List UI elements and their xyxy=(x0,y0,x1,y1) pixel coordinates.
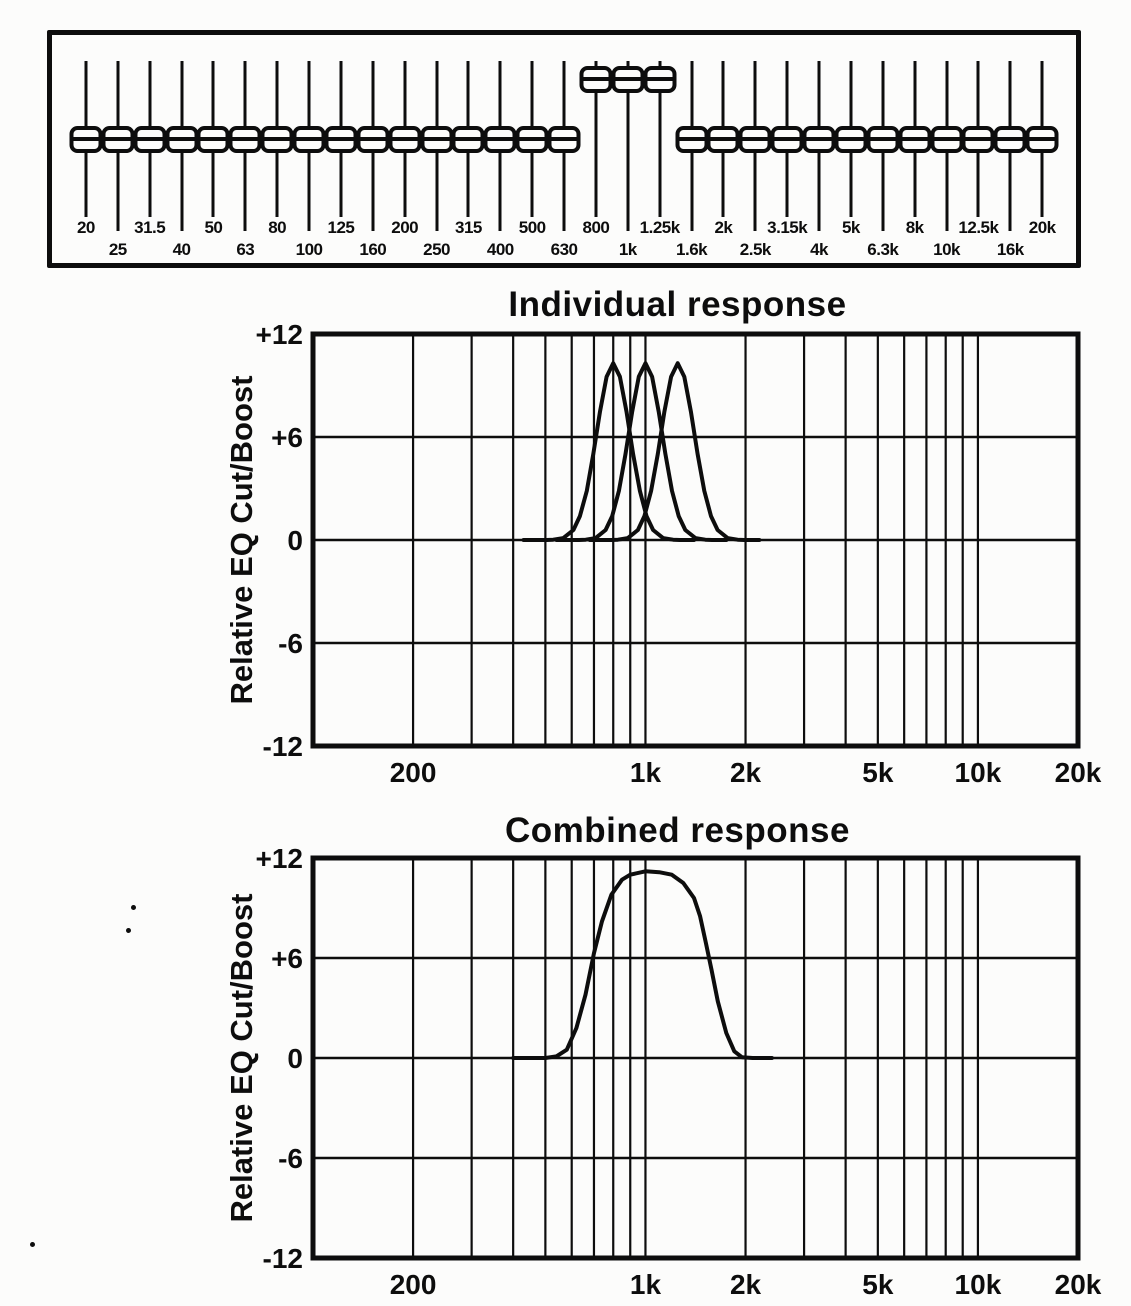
eq-band xyxy=(994,35,1026,263)
knob-grip-line xyxy=(615,77,640,81)
y-tick-label: +6 xyxy=(271,422,303,453)
y-tick-label: -12 xyxy=(262,731,303,762)
eq-band xyxy=(516,35,548,263)
knob-grip-line xyxy=(520,137,545,141)
band-frequency-label: 1.25k xyxy=(639,218,680,237)
band-frequency-label: 2.5k xyxy=(739,240,771,259)
scan-speck xyxy=(30,1242,35,1247)
band-frequency-label: 6.3k xyxy=(867,240,899,259)
knob-grip-line xyxy=(201,137,226,141)
slider-knob[interactable] xyxy=(229,126,262,153)
knob-grip-line xyxy=(934,137,959,141)
eq-band xyxy=(580,35,612,263)
eq-band xyxy=(867,35,899,263)
x-tick-label: 5k xyxy=(862,757,894,786)
band-frequency-label: 5k xyxy=(841,218,860,237)
eq-band xyxy=(767,35,808,263)
eq-band xyxy=(134,35,166,263)
eq-band xyxy=(229,35,261,263)
knob-grip-line xyxy=(966,137,991,141)
eq-band xyxy=(958,35,999,263)
equalizer-panel xyxy=(47,30,1081,268)
track-tick xyxy=(116,217,119,231)
slider-knob[interactable] xyxy=(898,126,931,153)
track-tick xyxy=(945,217,948,231)
x-tick-label: 20k xyxy=(1054,757,1102,786)
slider-knob[interactable] xyxy=(1026,126,1059,153)
track-tick xyxy=(308,217,311,231)
slider-knob[interactable] xyxy=(930,126,963,153)
eq-band xyxy=(708,35,740,263)
eq-band xyxy=(421,35,453,263)
y-tick-label: +6 xyxy=(271,943,303,974)
eq-band xyxy=(357,35,389,263)
band-frequency-label: 25 xyxy=(108,240,127,259)
eq-band xyxy=(639,35,680,263)
x-tick-label: 20k xyxy=(1054,1269,1102,1300)
band-frequency-label: 16k xyxy=(996,240,1024,259)
x-tick-label: 2k xyxy=(729,1269,762,1300)
knob-grip-line xyxy=(1030,137,1055,141)
combined-response-chart xyxy=(0,798,1131,1306)
eq-band xyxy=(835,35,867,263)
knob-grip-line xyxy=(105,137,130,141)
slider-knob[interactable] xyxy=(739,126,772,153)
eq-band xyxy=(293,35,325,263)
slider-knob[interactable] xyxy=(771,126,804,153)
slider-knob[interactable] xyxy=(133,126,166,153)
track-tick xyxy=(435,217,438,231)
band-frequency-label: 12.5k xyxy=(958,218,999,237)
knob-grip-line xyxy=(743,137,768,141)
eq-band xyxy=(899,35,931,263)
track-tick xyxy=(371,217,374,231)
slider-knob[interactable] xyxy=(803,126,836,153)
y-tick-label: -6 xyxy=(278,628,303,659)
band-frequency-label: 400 xyxy=(486,240,514,259)
y-tick-label: -12 xyxy=(262,1243,303,1274)
knob-grip-line xyxy=(456,137,481,141)
knob-grip-line xyxy=(392,137,417,141)
response-curve-1.25-khz-band xyxy=(590,363,760,540)
track-tick xyxy=(180,217,183,231)
eq-band xyxy=(548,35,580,263)
knob-grip-line xyxy=(328,137,353,141)
band-frequency-label: 31.5 xyxy=(134,218,166,237)
eq-band xyxy=(1026,35,1058,263)
slider-knob[interactable] xyxy=(962,126,995,153)
eq-band xyxy=(453,35,485,263)
individual-response-chart xyxy=(0,283,1131,786)
track-tick xyxy=(626,217,629,231)
slider-knob[interactable] xyxy=(866,126,899,153)
x-tick-label: 2k xyxy=(729,757,762,786)
knob-grip-line xyxy=(137,137,162,141)
slider-knob[interactable] xyxy=(675,126,708,153)
response-curve-combined xyxy=(513,871,772,1058)
knob-grip-line xyxy=(233,137,258,141)
track-tick xyxy=(1009,217,1012,231)
band-frequency-label: 20k xyxy=(1028,218,1056,237)
band-frequency-label: 630 xyxy=(550,240,578,259)
band-frequency-label: 200 xyxy=(391,218,419,237)
y-axis-label: Relative EQ Cut/Boost xyxy=(224,375,259,705)
eq-band xyxy=(102,35,134,263)
slider-knob[interactable] xyxy=(165,126,198,153)
track-tick xyxy=(818,217,821,231)
band-frequency-label: 20 xyxy=(76,218,95,237)
y-tick-label: 0 xyxy=(287,525,303,556)
slider-knob[interactable] xyxy=(293,126,326,153)
chart-title: Combined response xyxy=(505,811,850,850)
knob-grip-line xyxy=(998,137,1023,141)
knob-grip-line xyxy=(775,137,800,141)
x-tick-label: 10k xyxy=(954,757,1002,786)
slider-knob[interactable] xyxy=(261,126,294,153)
knob-grip-line xyxy=(488,137,513,141)
eq-band xyxy=(70,35,102,263)
track-tick xyxy=(754,217,757,231)
knob-grip-line xyxy=(424,137,449,141)
knob-grip-line xyxy=(870,137,895,141)
slider-knob[interactable] xyxy=(197,126,230,153)
eq-band xyxy=(676,35,708,263)
slider-knob[interactable] xyxy=(516,126,549,153)
knob-grip-line xyxy=(711,137,736,141)
slider-knob[interactable] xyxy=(484,126,517,153)
knob-grip-line xyxy=(297,137,322,141)
y-tick-label: -6 xyxy=(278,1143,303,1174)
track-tick xyxy=(563,217,566,231)
slider-knob[interactable] xyxy=(994,126,1027,153)
slider-knob[interactable] xyxy=(324,126,357,153)
x-tick-label: 1k xyxy=(629,757,662,786)
slider-knob[interactable] xyxy=(643,66,676,93)
eq-band xyxy=(389,35,421,263)
slider-knob[interactable] xyxy=(452,126,485,153)
slider-knob[interactable] xyxy=(69,126,102,153)
slider-knob[interactable] xyxy=(101,126,134,153)
slider-knob[interactable] xyxy=(356,126,389,153)
band-frequency-label: 2k xyxy=(714,218,733,237)
knob-grip-line xyxy=(583,77,608,81)
y-tick-label: +12 xyxy=(255,843,303,874)
band-frequency-label: 3.15k xyxy=(767,218,808,237)
band-frequency-label: 315 xyxy=(455,218,482,237)
y-axis-label: Relative EQ Cut/Boost xyxy=(224,893,259,1223)
band-frequency-label: 1.6k xyxy=(676,240,708,259)
x-tick-label: 10k xyxy=(954,1269,1002,1300)
band-frequency-label: 800 xyxy=(582,218,610,237)
scan-speck xyxy=(126,928,131,933)
scan-speck xyxy=(131,905,136,910)
knob-grip-line xyxy=(647,77,672,81)
knob-grip-line xyxy=(807,137,832,141)
eq-band xyxy=(261,35,293,263)
band-frequency-label: 500 xyxy=(518,218,546,237)
band-frequency-label: 160 xyxy=(359,240,387,259)
band-frequency-label: 250 xyxy=(423,240,450,259)
track-tick xyxy=(881,217,884,231)
x-tick-label: 5k xyxy=(862,1269,894,1300)
band-frequency-label: 100 xyxy=(295,240,323,259)
slider-knob[interactable] xyxy=(579,66,612,93)
track-tick xyxy=(244,217,247,231)
slider-knob[interactable] xyxy=(707,126,740,153)
eq-band xyxy=(325,35,357,263)
slider-knob[interactable] xyxy=(420,126,453,153)
band-frequency-label: 40 xyxy=(172,240,191,259)
slider-knob[interactable] xyxy=(611,66,644,93)
x-tick-label: 1k xyxy=(629,1269,662,1300)
knob-grip-line xyxy=(73,137,98,141)
knob-grip-line xyxy=(552,137,577,141)
band-frequency-label: 50 xyxy=(204,218,223,237)
slider-knob[interactable] xyxy=(548,126,581,153)
slider-knob[interactable] xyxy=(388,126,421,153)
knob-grip-line xyxy=(265,137,290,141)
slider-knob[interactable] xyxy=(834,126,867,153)
band-frequency-label: 8k xyxy=(905,218,924,237)
band-frequency-label: 10k xyxy=(933,240,960,259)
band-frequency-label: 4k xyxy=(810,240,829,259)
chart-title: Individual response xyxy=(508,285,847,324)
knob-grip-line xyxy=(838,137,863,141)
x-tick-label: 200 xyxy=(389,1269,437,1300)
equalizer-bands-row xyxy=(52,35,1076,263)
band-frequency-label: 1k xyxy=(618,240,637,259)
band-frequency-label: 63 xyxy=(236,240,255,259)
eq-band xyxy=(484,35,516,263)
eq-band xyxy=(198,35,230,263)
track-tick xyxy=(690,217,693,231)
band-frequency-label: 125 xyxy=(327,218,355,237)
knob-grip-line xyxy=(169,137,194,141)
band-frequency-label: 80 xyxy=(268,218,287,237)
knob-grip-line xyxy=(679,137,704,141)
x-tick-label: 200 xyxy=(389,757,437,786)
y-tick-label: +12 xyxy=(255,319,303,350)
eq-band xyxy=(166,35,198,263)
track-tick xyxy=(499,217,502,231)
eq-band xyxy=(803,35,835,263)
knob-grip-line xyxy=(360,137,385,141)
y-tick-label: 0 xyxy=(287,1043,303,1074)
knob-grip-line xyxy=(902,137,927,141)
